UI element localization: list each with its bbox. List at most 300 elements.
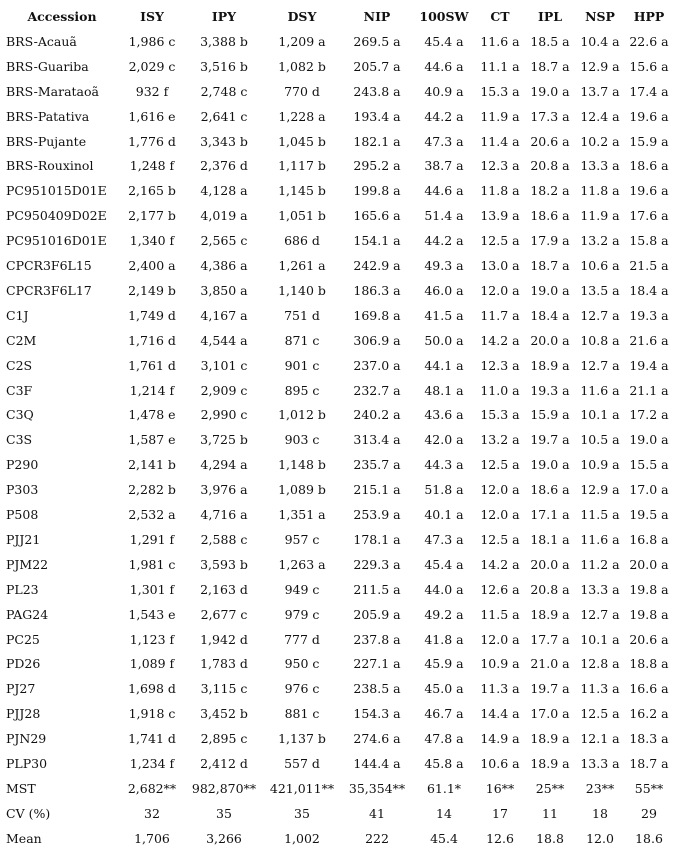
cell-ipy: 2,588 c [200, 531, 248, 547]
cell-ipy: 2,641 c [200, 108, 248, 124]
cell-isy: 2,282 b [128, 482, 176, 498]
cell-hpp: 17.6 a [629, 208, 669, 224]
cell-sw100: 45.4 a [424, 556, 464, 572]
cell-nip: 232.7 a [353, 382, 401, 398]
cell-nip: 154.1 a [353, 233, 401, 249]
cell-ipl: 18.4 a [530, 307, 570, 323]
cell-dsy: 1,263 a [278, 556, 326, 572]
cell-isy: 1,543 e [128, 606, 176, 622]
header-ct: CT [490, 9, 510, 24]
cell-nip: 169.8 a [353, 307, 401, 323]
cell-isy: 1,749 d [128, 307, 176, 323]
cell-hpp: 19.4 a [629, 357, 669, 373]
cell-hpp: 16.2 a [629, 706, 669, 722]
cell-isy: 1,698 d [128, 681, 176, 697]
cell-sw100: 45.0 a [424, 681, 464, 697]
cell-nip: 229.3 a [353, 556, 401, 572]
cell-sw100: 45.9 a [424, 656, 464, 672]
cell-nsp: 12.9 a [580, 482, 620, 498]
cell-nip: 295.2 a [353, 158, 401, 174]
cell-ipy: 3,343 b [200, 133, 248, 149]
cell-ipl: 18.7 a [530, 258, 570, 273]
cell-ipl: 18.9 a [530, 357, 570, 373]
cell-ipy: 4,019 a [200, 208, 248, 224]
cell-hpp: 19.8 a [629, 581, 669, 597]
cell-isy: 2,165 b [128, 183, 176, 199]
cell-hpp: 15.8 a [629, 233, 669, 249]
cell-isy: 2,029 c [128, 58, 176, 74]
cell-nip: 227.1 a [353, 656, 401, 672]
cell-hpp: 19.6 a [629, 183, 669, 199]
cell-ipy: 2,990 c [200, 407, 248, 423]
cell-sw100: 44.1 a [424, 357, 464, 373]
cell-ipy: 2,412 d [200, 756, 248, 771]
cell-nsp: 10.2 a [580, 133, 620, 149]
table-row [0, 702, 678, 726]
table-row [0, 304, 678, 328]
cell-accession: PC25 [6, 631, 40, 647]
cell-accession: CV (%) [6, 805, 51, 821]
cell-dsy: 770 d [284, 83, 320, 99]
cell-hpp: 19.5 a [629, 507, 669, 522]
cell-hpp: 18.6 a [629, 158, 669, 174]
table-row [0, 827, 678, 851]
cell-ct: 12.0 a [480, 482, 520, 498]
cell-nip: 253.9 a [353, 507, 401, 522]
header-ipl: IPL [537, 9, 563, 24]
cell-sw100: 47.8 a [424, 731, 464, 747]
cell-hpp: 19.6 a [629, 108, 669, 124]
cell-dsy: 957 c [284, 531, 320, 547]
cell-ipy: 2,677 c [200, 606, 248, 622]
table-row [0, 528, 678, 552]
cell-ct: 11.9 a [480, 108, 520, 124]
cell-nip: 235.7 a [353, 457, 401, 473]
cell-nsp: 10.4 a [580, 33, 620, 49]
cell-nip: 240.2 a [353, 407, 401, 423]
header-accession: Accession [27, 9, 97, 24]
cell-nsp: 10.6 a [580, 258, 620, 273]
cell-nsp: 13.7 a [580, 83, 620, 99]
cell-dsy: 1,089 b [278, 482, 326, 498]
cell-sw100: 38.7 a [424, 158, 464, 174]
cell-nsp: 18 [592, 805, 608, 821]
table-row [0, 179, 678, 203]
cell-isy: 1,478 e [128, 407, 176, 423]
cell-accession: MST [6, 780, 36, 796]
cell-ct: 12.6 [486, 830, 514, 846]
cell-isy: 1,986 c [128, 33, 176, 49]
cell-accession: PD26 [6, 656, 41, 672]
cell-ipl: 19.0 a [530, 457, 570, 473]
cell-nip: 182.1 a [353, 133, 401, 149]
cell-nsp: 12.1 a [580, 731, 620, 747]
cell-isy: 1,918 c [128, 706, 176, 722]
cell-sw100: 43.6 a [424, 407, 464, 423]
cell-ct: 12.3 a [480, 357, 520, 373]
cell-sw100: 50.0 a [424, 332, 464, 348]
cell-ct: 14.9 a [480, 731, 520, 747]
cell-hpp: 18.4 a [629, 282, 669, 298]
cell-ipy: 3,976 a [200, 482, 248, 498]
cell-ipl: 20.8 a [530, 581, 570, 597]
cell-dsy: 901 c [284, 357, 320, 373]
cell-ipy: 3,725 b [200, 432, 248, 448]
cell-accession: PJM22 [6, 556, 49, 572]
cell-accession: P508 [6, 507, 39, 522]
cell-ipl: 11 [542, 805, 558, 821]
cell-dsy: 1,228 a [278, 108, 326, 124]
cell-ct: 12.5 a [480, 531, 520, 547]
cell-ct: 14.2 a [480, 556, 520, 572]
cell-nsp: 13.2 a [580, 233, 620, 249]
cell-ct: 11.3 a [480, 681, 520, 697]
cell-sw100: 44.6 a [424, 58, 464, 74]
cell-isy: 1,291 f [129, 531, 175, 547]
cell-sw100: 44.3 a [424, 457, 464, 473]
cell-ct: 11.7 a [480, 307, 520, 323]
cell-ipy: 3,452 b [200, 706, 248, 722]
cell-ct: 11.0 a [480, 382, 520, 398]
cell-sw100: 40.1 a [424, 507, 464, 522]
cell-accession: BRS-Acauã [6, 33, 77, 49]
cell-hpp: 15.9 a [629, 133, 669, 149]
table-row [0, 229, 678, 253]
cell-ct: 11.6 a [480, 33, 520, 49]
cell-ipl: 21.0 a [530, 656, 570, 672]
cell-hpp: 15.6 a [629, 58, 669, 74]
cell-nsp: 12.7 a [580, 357, 620, 373]
cell-nsp: 13.5 a [580, 282, 620, 298]
cell-ipl: 18.6 a [530, 482, 570, 498]
cell-nip: 199.8 a [353, 183, 401, 199]
table-row [0, 578, 678, 602]
cell-dsy: 976 c [284, 681, 320, 697]
cell-dsy: 751 d [284, 307, 320, 323]
cell-ipy: 982,870** [191, 780, 257, 796]
cell-nsp: 12.5 a [580, 706, 620, 722]
cell-ipy: 4,386 a [200, 258, 248, 273]
cell-sw100: 47.3 a [424, 531, 464, 547]
cell-sw100: 44.2 a [424, 233, 464, 249]
cell-hpp: 21.6 a [629, 332, 669, 348]
cell-sw100: 41.8 a [424, 631, 464, 647]
cell-ipy: 4,544 a [200, 332, 248, 348]
cell-sw100: 41.5 a [424, 307, 464, 323]
table-row [0, 154, 678, 178]
cell-nsp: 12.4 a [580, 108, 620, 124]
cell-ipl: 18.2 a [530, 183, 570, 199]
cell-nsp: 12.0 [586, 830, 614, 846]
cell-hpp: 18.8 a [629, 656, 669, 672]
cell-hpp: 17.0 a [629, 482, 669, 498]
cell-accession: PC951016D01E [6, 233, 107, 249]
cell-isy: 2,149 b [128, 282, 176, 298]
cell-ipl: 17.7 a [530, 631, 570, 647]
cell-ipl: 18.6 a [530, 208, 570, 224]
cell-sw100: 49.3 a [424, 258, 464, 273]
table-row [0, 254, 678, 278]
cell-nip: 237.8 a [353, 631, 401, 647]
cell-ipl: 15.9 a [530, 407, 570, 423]
cell-isy: 2,532 a [128, 507, 176, 522]
cell-hpp: 21.1 a [629, 382, 669, 398]
cell-hpp: 16.8 a [629, 531, 669, 547]
cell-isy: 1,340 f [129, 233, 175, 249]
cell-nip: 193.4 a [353, 108, 401, 124]
cell-isy: 1,248 f [129, 158, 175, 174]
cell-nsp: 11.5 a [580, 507, 620, 522]
cell-nsp: 13.3 a [580, 158, 620, 174]
cell-ipl: 19.7 a [530, 432, 570, 448]
cell-nsp: 10.1 a [580, 407, 620, 423]
table-row [0, 553, 678, 577]
cell-hpp: 19.0 a [629, 432, 669, 448]
cell-ct: 13.0 a [480, 258, 520, 273]
cell-sw100: 46.0 a [424, 282, 464, 298]
cell-ipl: 17.9 a [530, 233, 570, 249]
cell-accession: C3S [6, 432, 33, 448]
cell-ct: 12.3 a [480, 158, 520, 174]
cell-accession: CPCR3F6L17 [6, 282, 92, 298]
table-row [0, 603, 678, 627]
cell-hpp: 19.3 a [629, 307, 669, 323]
cell-nsp: 11.8 a [580, 183, 620, 199]
cell-accession: PC950409D02E [6, 208, 107, 224]
cell-sw100: 44.0 a [424, 581, 464, 597]
cell-ipy: 4,294 a [200, 457, 248, 473]
cell-ct: 11.8 a [480, 183, 520, 199]
cell-hpp: 20.6 a [629, 631, 669, 647]
cell-nsp: 13.3 a [580, 581, 620, 597]
header-isy: ISY [140, 9, 164, 24]
cell-ct: 12.0 a [480, 631, 520, 647]
cell-sw100: 61.1* [426, 780, 462, 796]
table-row [0, 204, 678, 228]
table-row [0, 428, 678, 452]
cell-dsy: 1,148 b [278, 457, 326, 473]
table-row [0, 478, 678, 502]
cell-ipl: 20.6 a [530, 133, 570, 149]
table-row [0, 329, 678, 353]
cell-nsp: 11.2 a [580, 556, 620, 572]
cell-ct: 11.4 a [480, 133, 520, 149]
cell-hpp: 55** [634, 780, 664, 796]
cell-hpp: 18.6 [635, 830, 663, 846]
cell-nip: 222 [365, 830, 389, 846]
cell-accession: PC951015D01E [6, 183, 107, 199]
cell-dsy: 881 c [284, 706, 320, 722]
cell-nip: 237.0 a [353, 357, 401, 373]
cell-ipy: 2,748 c [200, 83, 248, 99]
cell-hpp: 18.7 a [629, 756, 669, 771]
cell-nip: 238.5 a [353, 681, 401, 697]
cell-nsp: 12.8 a [580, 656, 620, 672]
cell-sw100: 45.4 [430, 830, 458, 846]
cell-accession: C2M [6, 332, 37, 348]
cell-nsp: 12.9 a [580, 58, 620, 74]
cell-dsy: 950 c [284, 656, 320, 672]
cell-nsp: 10.5 a [580, 432, 620, 448]
cell-nsp: 13.3 a [580, 756, 620, 771]
cell-ct: 15.3 a [480, 407, 520, 423]
cell-dsy: 895 c [284, 382, 320, 398]
cell-sw100: 42.0 a [424, 432, 464, 448]
cell-nsp: 11.9 a [580, 208, 620, 224]
cell-isy: 2,141 b [128, 457, 176, 473]
cell-dsy: 979 c [284, 606, 320, 622]
cell-ct: 13.9 a [480, 208, 520, 224]
cell-nip: 35,354** [348, 780, 406, 796]
cell-nip: 178.1 a [353, 531, 401, 547]
cell-nsp: 10.8 a [580, 332, 620, 348]
cell-accession: PJJ21 [6, 531, 41, 547]
cell-accession: C1J [6, 307, 29, 323]
cell-ipy: 4,128 a [200, 183, 248, 199]
cell-ipy: 3,101 c [200, 357, 248, 373]
cell-ipl: 19.0 a [530, 83, 570, 99]
cell-nip: 269.5 a [353, 33, 401, 49]
cell-hpp: 19.8 a [629, 606, 669, 622]
cell-ipy: 3,850 a [200, 282, 248, 298]
cell-nip: 306.9 a [353, 332, 401, 348]
cell-ipy: 2,376 d [200, 158, 248, 174]
cell-ipy: 3,388 b [200, 33, 248, 49]
cell-sw100: 14 [436, 805, 452, 821]
cell-accession: PL23 [6, 581, 39, 597]
cell-nsp: 11.6 a [580, 382, 620, 398]
cell-ipy: 3,115 c [200, 681, 248, 697]
header-sw100: 100SW [419, 9, 469, 24]
cell-dsy: 777 d [284, 631, 320, 647]
table-row [0, 403, 678, 427]
cell-nsp: 11.6 a [580, 531, 620, 547]
cell-ct: 12.5 a [480, 233, 520, 249]
table-row [0, 80, 678, 104]
cell-accession: Mean [6, 830, 42, 846]
cell-hpp: 17.2 a [629, 407, 669, 423]
header-nsp: NSP [585, 9, 615, 24]
cell-ipl: 17.1 a [530, 507, 570, 522]
cell-hpp: 15.5 a [629, 457, 669, 473]
table-row [0, 777, 678, 801]
cell-ipy: 2,163 d [200, 581, 248, 597]
cell-dsy: 35 [294, 805, 310, 821]
cell-ipl: 20.8 a [530, 158, 570, 174]
cell-isy: 1,776 d [128, 133, 176, 149]
cell-dsy: 421,011** [269, 780, 335, 796]
cell-ct: 14.4 a [480, 706, 520, 722]
cell-isy: 932 f [135, 83, 169, 99]
header-hpp: HPP [633, 9, 665, 24]
cell-ipl: 19.7 a [530, 681, 570, 697]
cell-ct: 12.6 a [480, 581, 520, 597]
cell-isy: 1,587 e [128, 432, 176, 448]
cell-ct: 10.9 a [480, 656, 520, 672]
cell-isy: 2,177 b [128, 208, 176, 224]
cell-nip: 205.7 a [353, 58, 401, 74]
cell-sw100: 46.7 a [424, 706, 464, 722]
cell-ct: 11.1 a [480, 58, 520, 74]
cell-nip: 313.4 a [353, 432, 401, 448]
cell-isy: 1,616 e [128, 108, 176, 124]
cell-dsy: 557 d [284, 756, 320, 771]
cell-isy: 32 [144, 805, 160, 821]
cell-sw100: 51.4 a [424, 208, 464, 224]
cell-nsp: 11.3 a [580, 681, 620, 697]
table-row [0, 752, 678, 776]
cell-nip: 215.1 a [353, 482, 401, 498]
table-row [0, 105, 678, 129]
cell-dsy: 1,351 a [278, 507, 326, 522]
cell-sw100: 44.2 a [424, 108, 464, 124]
cell-ipl: 17.3 a [530, 108, 570, 124]
cell-sw100: 45.8 a [424, 756, 464, 771]
cell-hpp: 16.6 a [629, 681, 669, 697]
header-ipy: IPY [211, 9, 237, 24]
cell-ipy: 3,516 b [200, 58, 248, 74]
cell-hpp: 20.0 a [629, 556, 669, 572]
cell-isy: 1,741 d [128, 731, 176, 747]
cell-isy: 1,716 d [128, 332, 176, 348]
cell-accession: C2S [6, 357, 33, 373]
cell-dsy: 1,082 b [278, 58, 326, 74]
cell-accession: BRS-Rouxinol [6, 158, 94, 174]
cell-isy: 1,123 f [129, 631, 175, 647]
table-row [0, 503, 678, 527]
cell-dsy: 1,145 b [278, 183, 326, 199]
cell-sw100: 45.4 a [424, 33, 464, 49]
cell-ct: 17 [492, 805, 508, 821]
cell-nip: 154.3 a [353, 706, 401, 722]
cell-dsy: 1,261 a [278, 258, 326, 273]
table-row [0, 453, 678, 477]
cell-dsy: 903 c [284, 432, 320, 448]
cell-ct: 14.2 a [480, 332, 520, 348]
cell-nip: 186.3 a [353, 282, 401, 298]
cell-isy: 2,400 a [128, 258, 176, 273]
cell-dsy: 949 c [284, 581, 320, 597]
table-row [0, 652, 678, 676]
cell-hpp: 21.5 a [629, 258, 669, 273]
table-row [0, 55, 678, 79]
cell-ipy: 1,942 d [200, 631, 248, 647]
cell-ct: 16** [485, 780, 515, 796]
cell-ipy: 2,895 c [200, 731, 248, 747]
cell-isy: 2,682** [127, 780, 177, 796]
cell-ipl: 17.0 a [530, 706, 570, 722]
cell-nip: 242.9 a [353, 258, 401, 273]
cell-sw100: 48.1 a [424, 382, 464, 398]
cell-isy: 1,761 d [128, 357, 176, 373]
cell-sw100: 47.3 a [424, 133, 464, 149]
cell-sw100: 49.2 a [424, 606, 464, 622]
cell-ipy: 4,167 a [200, 307, 248, 323]
cell-accession: BRS-Pujante [6, 133, 87, 149]
cell-nip: 205.9 a [353, 606, 401, 622]
cell-hpp: 18.3 a [629, 731, 669, 747]
cell-accession: C3F [6, 382, 33, 398]
cell-ipl: 18.9 a [530, 731, 570, 747]
table-row [0, 354, 678, 378]
cell-accession: BRS-Marataoã [6, 83, 99, 99]
cell-hpp: 22.6 a [629, 33, 669, 49]
table-header-row [0, 5, 678, 29]
cell-ipl: 18.8 [536, 830, 564, 846]
cell-nip: 243.8 a [353, 83, 401, 99]
cell-ipl: 20.0 a [530, 556, 570, 572]
cell-dsy: 1,117 b [278, 158, 326, 174]
